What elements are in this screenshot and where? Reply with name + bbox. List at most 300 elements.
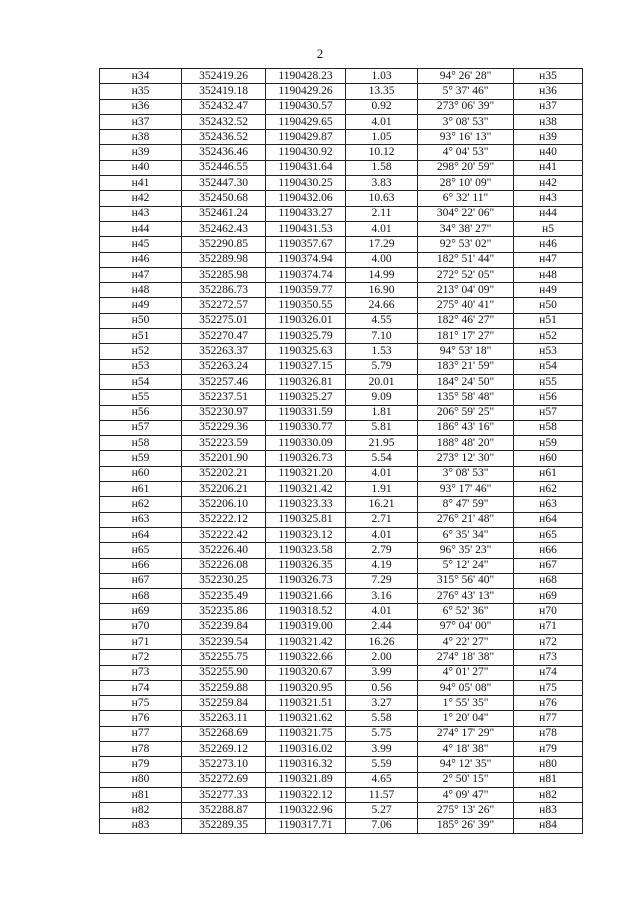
bearing-cell: 8° 47' 59": [418, 497, 514, 512]
x-coordinate-cell: 352230.97: [182, 405, 266, 420]
point-to-cell: н5: [514, 221, 583, 236]
point-from-cell: н46: [100, 252, 182, 267]
y-coordinate-cell: 1190374.94: [266, 252, 346, 267]
bearing-cell: 6° 52' 36": [418, 604, 514, 619]
y-coordinate-cell: 1190325.79: [266, 329, 346, 344]
y-coordinate-cell: 1190331.59: [266, 405, 346, 420]
x-coordinate-cell: 352235.49: [182, 589, 266, 604]
point-to-cell: н65: [514, 527, 583, 542]
point-to-cell: н47: [514, 252, 583, 267]
table-row: [100, 543, 583, 558]
x-coordinate-cell: 352237.51: [182, 390, 266, 405]
y-coordinate-cell: 1190326.73: [266, 451, 346, 466]
point-to-cell: н41: [514, 160, 583, 175]
distance-cell: 4.01: [346, 466, 418, 481]
bearing-cell: 97° 04' 00": [418, 619, 514, 634]
y-coordinate-cell: 1190321.66: [266, 589, 346, 604]
table-row: [100, 466, 583, 481]
x-coordinate-cell: 352206.21: [182, 482, 266, 497]
point-to-cell: н72: [514, 634, 583, 649]
distance-cell: 5.27: [346, 803, 418, 818]
table-row: [100, 711, 583, 726]
point-from-cell: н79: [100, 757, 182, 772]
bearing-cell: 275° 40' 41": [418, 298, 514, 313]
point-from-cell: н44: [100, 221, 182, 236]
bearing-cell: 276° 43' 13": [418, 589, 514, 604]
bearing-cell: 3° 08' 53": [418, 466, 514, 481]
point-to-cell: н66: [514, 543, 583, 558]
point-from-cell: н81: [100, 787, 182, 802]
distance-cell: 10.12: [346, 145, 418, 160]
table-row: [100, 99, 583, 114]
distance-cell: 5.58: [346, 711, 418, 726]
point-to-cell: н43: [514, 191, 583, 206]
x-coordinate-cell: 352450.68: [182, 191, 266, 206]
point-from-cell: н41: [100, 176, 182, 191]
table-row: [100, 619, 583, 634]
x-coordinate-cell: 352259.88: [182, 680, 266, 695]
y-coordinate-cell: 1190429.65: [266, 114, 346, 129]
bearing-cell: 94° 12' 35": [418, 757, 514, 772]
table-row: [100, 374, 583, 389]
bearing-cell: 4° 09' 47": [418, 787, 514, 802]
distance-cell: 4.65: [346, 772, 418, 787]
distance-cell: 4.01: [346, 604, 418, 619]
y-coordinate-cell: 1190321.42: [266, 482, 346, 497]
point-to-cell: н55: [514, 374, 583, 389]
point-from-cell: н49: [100, 298, 182, 313]
bearing-cell: 304° 22' 06": [418, 206, 514, 221]
point-from-cell: н63: [100, 512, 182, 527]
point-from-cell: н54: [100, 374, 182, 389]
bearing-cell: 1° 55' 35": [418, 696, 514, 711]
bearing-cell: 274° 18' 38": [418, 650, 514, 665]
point-to-cell: н56: [514, 390, 583, 405]
bearing-cell: 4° 22' 27": [418, 634, 514, 649]
bearing-cell: 6° 32' 11": [418, 191, 514, 206]
distance-cell: 2.71: [346, 512, 418, 527]
distance-cell: 5.54: [346, 451, 418, 466]
y-coordinate-cell: 1190330.09: [266, 436, 346, 451]
distance-cell: 1.53: [346, 344, 418, 359]
point-from-cell: н43: [100, 206, 182, 221]
y-coordinate-cell: 1190317.71: [266, 818, 346, 833]
point-to-cell: н46: [514, 237, 583, 252]
x-coordinate-cell: 352268.69: [182, 726, 266, 741]
distance-cell: 21.95: [346, 436, 418, 451]
x-coordinate-cell: 352432.47: [182, 99, 266, 114]
y-coordinate-cell: 1190323.58: [266, 543, 346, 558]
x-coordinate-cell: 352239.84: [182, 619, 266, 634]
point-from-cell: н50: [100, 313, 182, 328]
x-coordinate-cell: 352259.84: [182, 696, 266, 711]
bearing-cell: 315° 56' 40": [418, 573, 514, 588]
table-row: [100, 176, 583, 191]
point-from-cell: н57: [100, 420, 182, 435]
distance-cell: 16.90: [346, 283, 418, 298]
table-row: [100, 405, 583, 420]
point-to-cell: н69: [514, 589, 583, 604]
point-to-cell: н51: [514, 313, 583, 328]
point-from-cell: н35: [100, 84, 182, 99]
y-coordinate-cell: 1190350.55: [266, 298, 346, 313]
y-coordinate-cell: 1190431.53: [266, 221, 346, 236]
point-from-cell: н75: [100, 696, 182, 711]
point-to-cell: н35: [514, 69, 583, 84]
table-row: [100, 696, 583, 711]
table-row: [100, 650, 583, 665]
y-coordinate-cell: 1190431.64: [266, 160, 346, 175]
point-from-cell: н68: [100, 589, 182, 604]
table-row: [100, 114, 583, 129]
table-row: [100, 634, 583, 649]
bearing-cell: 6° 35' 34": [418, 527, 514, 542]
point-from-cell: н52: [100, 344, 182, 359]
x-coordinate-cell: 352461.24: [182, 206, 266, 221]
y-coordinate-cell: 1190321.20: [266, 466, 346, 481]
x-coordinate-cell: 352226.08: [182, 558, 266, 573]
point-from-cell: н38: [100, 130, 182, 145]
x-coordinate-cell: 352202.21: [182, 466, 266, 481]
y-coordinate-cell: 1190316.32: [266, 757, 346, 772]
point-to-cell: н64: [514, 512, 583, 527]
y-coordinate-cell: 1190359.77: [266, 283, 346, 298]
point-to-cell: н52: [514, 329, 583, 344]
point-to-cell: н61: [514, 466, 583, 481]
point-from-cell: н83: [100, 818, 182, 833]
x-coordinate-cell: 352419.26: [182, 69, 266, 84]
point-from-cell: н66: [100, 558, 182, 573]
y-coordinate-cell: 1190432.06: [266, 191, 346, 206]
bearing-cell: 4° 01' 27": [418, 665, 514, 680]
distance-cell: 4.19: [346, 558, 418, 573]
x-coordinate-cell: 352436.52: [182, 130, 266, 145]
point-to-cell: н50: [514, 298, 583, 313]
distance-cell: 5.59: [346, 757, 418, 772]
table-row: [100, 818, 583, 833]
table-row: [100, 497, 583, 512]
distance-cell: 16.26: [346, 634, 418, 649]
point-from-cell: н51: [100, 329, 182, 344]
y-coordinate-cell: 1190326.35: [266, 558, 346, 573]
x-coordinate-cell: 352269.12: [182, 742, 266, 757]
point-from-cell: н80: [100, 772, 182, 787]
x-coordinate-cell: 352286.73: [182, 283, 266, 298]
x-coordinate-cell: 352263.37: [182, 344, 266, 359]
point-to-cell: н71: [514, 619, 583, 634]
distance-cell: 3.83: [346, 176, 418, 191]
distance-cell: 5.79: [346, 359, 418, 374]
bearing-cell: 5° 37' 46": [418, 84, 514, 99]
x-coordinate-cell: 352239.54: [182, 634, 266, 649]
point-from-cell: н69: [100, 604, 182, 619]
table-row: [100, 803, 583, 818]
distance-cell: 2.79: [346, 543, 418, 558]
point-to-cell: н79: [514, 742, 583, 757]
distance-cell: 3.99: [346, 742, 418, 757]
y-coordinate-cell: 1190429.26: [266, 84, 346, 99]
point-from-cell: н60: [100, 466, 182, 481]
distance-cell: 14.99: [346, 267, 418, 282]
bearing-cell: 3° 08' 53": [418, 114, 514, 129]
table-row: [100, 680, 583, 695]
x-coordinate-cell: 352230.25: [182, 573, 266, 588]
point-from-cell: н77: [100, 726, 182, 741]
x-coordinate-cell: 352257.46: [182, 374, 266, 389]
point-from-cell: н48: [100, 283, 182, 298]
x-coordinate-cell: 352289.35: [182, 818, 266, 833]
bearing-cell: 213° 04' 09": [418, 283, 514, 298]
point-to-cell: н75: [514, 680, 583, 695]
y-coordinate-cell: 1190430.25: [266, 176, 346, 191]
bearing-cell: 185° 26' 39": [418, 818, 514, 833]
distance-cell: 20.01: [346, 374, 418, 389]
bearing-cell: 298° 20' 59": [418, 160, 514, 175]
y-coordinate-cell: 1190325.27: [266, 390, 346, 405]
point-from-cell: н34: [100, 69, 182, 84]
point-from-cell: н58: [100, 436, 182, 451]
distance-cell: 10.63: [346, 191, 418, 206]
bearing-cell: 1° 20' 04": [418, 711, 514, 726]
distance-cell: 1.91: [346, 482, 418, 497]
point-to-cell: н70: [514, 604, 583, 619]
x-coordinate-cell: 352206.10: [182, 497, 266, 512]
table-row: [100, 558, 583, 573]
x-coordinate-cell: 352277.33: [182, 787, 266, 802]
y-coordinate-cell: 1190322.96: [266, 803, 346, 818]
y-coordinate-cell: 1190330.77: [266, 420, 346, 435]
point-from-cell: н61: [100, 482, 182, 497]
point-to-cell: н48: [514, 267, 583, 282]
y-coordinate-cell: 1190323.33: [266, 497, 346, 512]
bearing-cell: 273° 06' 39": [418, 99, 514, 114]
point-to-cell: н60: [514, 451, 583, 466]
point-from-cell: н47: [100, 267, 182, 282]
table-row: [100, 329, 583, 344]
x-coordinate-cell: 352285.98: [182, 267, 266, 282]
point-to-cell: н53: [514, 344, 583, 359]
table-row: [100, 69, 583, 84]
coordinates-table-body: [100, 69, 583, 834]
y-coordinate-cell: 1190326.81: [266, 374, 346, 389]
point-from-cell: н53: [100, 359, 182, 374]
distance-cell: 13.35: [346, 84, 418, 99]
table-row: [100, 787, 583, 802]
bearing-cell: 94° 05' 08": [418, 680, 514, 695]
x-coordinate-cell: 352436.46: [182, 145, 266, 160]
point-from-cell: н62: [100, 497, 182, 512]
point-to-cell: н37: [514, 99, 583, 114]
y-coordinate-cell: 1190327.15: [266, 359, 346, 374]
point-from-cell: н82: [100, 803, 182, 818]
coordinates-table: [99, 68, 583, 834]
point-to-cell: н54: [514, 359, 583, 374]
x-coordinate-cell: 352275.01: [182, 313, 266, 328]
x-coordinate-cell: 352272.69: [182, 772, 266, 787]
bearing-cell: 186° 43' 16": [418, 420, 514, 435]
y-coordinate-cell: 1190433.27: [266, 206, 346, 221]
point-to-cell: н58: [514, 420, 583, 435]
x-coordinate-cell: 352263.11: [182, 711, 266, 726]
y-coordinate-cell: 1190325.81: [266, 512, 346, 527]
x-coordinate-cell: 352419.18: [182, 84, 266, 99]
x-coordinate-cell: 352270.47: [182, 329, 266, 344]
x-coordinate-cell: 352272.57: [182, 298, 266, 313]
table-row: [100, 742, 583, 757]
distance-cell: 0.92: [346, 99, 418, 114]
y-coordinate-cell: 1190322.12: [266, 787, 346, 802]
distance-cell: 1.58: [346, 160, 418, 175]
bearing-cell: 34° 38' 27": [418, 221, 514, 236]
distance-cell: 9.09: [346, 390, 418, 405]
y-coordinate-cell: 1190374.74: [266, 267, 346, 282]
distance-cell: 5.81: [346, 420, 418, 435]
distance-cell: 1.03: [346, 69, 418, 84]
bearing-cell: 184° 24' 50": [418, 374, 514, 389]
table-row: [100, 451, 583, 466]
table-row: [100, 482, 583, 497]
point-from-cell: н56: [100, 405, 182, 420]
y-coordinate-cell: 1190357.67: [266, 237, 346, 252]
x-coordinate-cell: 352255.75: [182, 650, 266, 665]
page-number: 2: [316, 46, 324, 61]
point-from-cell: н65: [100, 543, 182, 558]
distance-cell: 3.27: [346, 696, 418, 711]
bearing-cell: 273° 12' 30": [418, 451, 514, 466]
point-to-cell: н40: [514, 145, 583, 160]
point-from-cell: н45: [100, 237, 182, 252]
y-coordinate-cell: 1190325.63: [266, 344, 346, 359]
bearing-cell: 4° 18' 38": [418, 742, 514, 757]
bearing-cell: 94° 53' 18": [418, 344, 514, 359]
y-coordinate-cell: 1190428.23: [266, 69, 346, 84]
table-row: [100, 512, 583, 527]
distance-cell: 1.81: [346, 405, 418, 420]
bearing-cell: 96° 35' 23": [418, 543, 514, 558]
x-coordinate-cell: 352255.90: [182, 665, 266, 680]
point-from-cell: н74: [100, 680, 182, 695]
bearing-cell: 94° 26' 28": [418, 69, 514, 84]
x-coordinate-cell: 352273.10: [182, 757, 266, 772]
distance-cell: 11.57: [346, 787, 418, 802]
x-coordinate-cell: 352462.43: [182, 221, 266, 236]
x-coordinate-cell: 352201.90: [182, 451, 266, 466]
distance-cell: 5.75: [346, 726, 418, 741]
point-to-cell: н76: [514, 696, 583, 711]
bearing-cell: 92° 53' 02": [418, 237, 514, 252]
point-to-cell: н57: [514, 405, 583, 420]
x-coordinate-cell: 352223.59: [182, 436, 266, 451]
point-to-cell: н83: [514, 803, 583, 818]
x-coordinate-cell: 352222.12: [182, 512, 266, 527]
bearing-cell: 135° 58' 48": [418, 390, 514, 405]
bearing-cell: 276° 21' 48": [418, 512, 514, 527]
point-to-cell: н62: [514, 482, 583, 497]
table-row: [100, 390, 583, 405]
y-coordinate-cell: 1190321.89: [266, 772, 346, 787]
bearing-cell: 206° 59' 25": [418, 405, 514, 420]
point-from-cell: н55: [100, 390, 182, 405]
distance-cell: 7.10: [346, 329, 418, 344]
distance-cell: 3.16: [346, 589, 418, 604]
table-row: [100, 191, 583, 206]
y-coordinate-cell: 1190321.62: [266, 711, 346, 726]
point-to-cell: н36: [514, 84, 583, 99]
distance-cell: 2.11: [346, 206, 418, 221]
table-row: [100, 221, 583, 236]
y-coordinate-cell: 1190316.02: [266, 742, 346, 757]
bearing-cell: 274° 17' 29": [418, 726, 514, 741]
distance-cell: 4.01: [346, 221, 418, 236]
point-to-cell: н81: [514, 772, 583, 787]
x-coordinate-cell: 352229.36: [182, 420, 266, 435]
distance-cell: 4.00: [346, 252, 418, 267]
table-row: [100, 313, 583, 328]
bearing-cell: 181° 17' 27": [418, 329, 514, 344]
y-coordinate-cell: 1190321.51: [266, 696, 346, 711]
table-row: [100, 344, 583, 359]
x-coordinate-cell: 352446.55: [182, 160, 266, 175]
point-to-cell: н42: [514, 176, 583, 191]
point-from-cell: н71: [100, 634, 182, 649]
point-from-cell: н36: [100, 99, 182, 114]
point-to-cell: н73: [514, 650, 583, 665]
x-coordinate-cell: 352289.98: [182, 252, 266, 267]
y-coordinate-cell: 1190319.00: [266, 619, 346, 634]
table-row: [100, 665, 583, 680]
point-to-cell: н78: [514, 726, 583, 741]
table-row: [100, 757, 583, 772]
y-coordinate-cell: 1190318.52: [266, 604, 346, 619]
bearing-cell: 182° 51' 44": [418, 252, 514, 267]
y-coordinate-cell: 1190430.92: [266, 145, 346, 160]
distance-cell: 7.06: [346, 818, 418, 833]
table-row: [100, 298, 583, 313]
point-to-cell: н49: [514, 283, 583, 298]
x-coordinate-cell: 352447.30: [182, 176, 266, 191]
table-row: [100, 436, 583, 451]
point-from-cell: н70: [100, 619, 182, 634]
distance-cell: 16.21: [346, 497, 418, 512]
table-row: [100, 130, 583, 145]
table-row: [100, 726, 583, 741]
point-from-cell: н72: [100, 650, 182, 665]
point-to-cell: н82: [514, 787, 583, 802]
y-coordinate-cell: 1190323.12: [266, 527, 346, 542]
distance-cell: 7.29: [346, 573, 418, 588]
x-coordinate-cell: 352222.42: [182, 527, 266, 542]
distance-cell: 2.44: [346, 619, 418, 634]
point-from-cell: н42: [100, 191, 182, 206]
point-to-cell: н68: [514, 573, 583, 588]
point-to-cell: н59: [514, 436, 583, 451]
y-coordinate-cell: 1190321.42: [266, 634, 346, 649]
point-to-cell: н67: [514, 558, 583, 573]
bearing-cell: 272° 52' 05": [418, 267, 514, 282]
table-row: [100, 359, 583, 374]
y-coordinate-cell: 1190321.75: [266, 726, 346, 741]
bearing-cell: 275° 13' 26": [418, 803, 514, 818]
table-row: [100, 252, 583, 267]
point-from-cell: н78: [100, 742, 182, 757]
point-to-cell: н77: [514, 711, 583, 726]
x-coordinate-cell: 352226.40: [182, 543, 266, 558]
point-from-cell: н37: [100, 114, 182, 129]
table-row: [100, 604, 583, 619]
table-row: [100, 772, 583, 787]
point-from-cell: н40: [100, 160, 182, 175]
table-row: [100, 237, 583, 252]
